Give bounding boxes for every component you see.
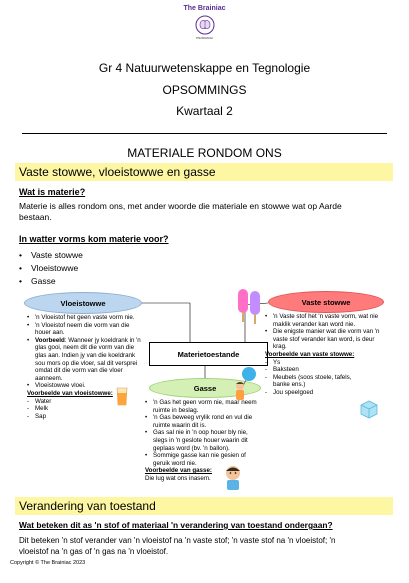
- page-title: Gr 4 Natuurwetenskappe en Tegnologie: [98, 61, 311, 75]
- list-item: • Gas sal nie in 'n oop houer bly nie, slegs in 'n geslote houer waarin dit geplaas word (bv. 'n ballon).: [145, 429, 257, 452]
- popsicle-icon: [234, 287, 266, 327]
- list-item: - Ys: [265, 359, 383, 367]
- examples-title: Voorbeelde van gasse:: [145, 467, 212, 475]
- boy-balloon-icon: [231, 366, 259, 402]
- list-item: • Vloeistowwe vloei.: [27, 382, 145, 390]
- example-label: Voorbeeld: [35, 336, 65, 344]
- list-item: • Vaste stowwe: [19, 249, 83, 262]
- examples-title: Voorbeelde van vloeistowwe:: [27, 389, 113, 397]
- answer-line: Materie is alles rondom ons, met ander woorde die materiale en stowwe wat op Aarde: [19, 201, 342, 211]
- answer-change-of-state: [19, 535, 394, 557]
- liquids-ellipse: Vloeistowwe: [24, 292, 142, 314]
- question-change-of-state: Wat beteken dit as 'n stof of materiaal 'n verandering van toestand ondergaan?: [19, 520, 333, 530]
- solids-details: [265, 313, 383, 397]
- answer-line: Dit beteken 'n stof verander van 'n vloeistof na 'n vaste stof; 'n vaste stof na 'n vloeistof; 'n: [19, 536, 336, 545]
- liquids-example: [27, 337, 145, 383]
- answer-line: vloeistof na 'n gas of 'n gas na 'n vloeistof.: [19, 547, 169, 556]
- liquids-details: [27, 314, 145, 420]
- section-heading-change-of-state: Verandering van toestand: [15, 497, 393, 515]
- question-forms: In watter vorms kom materie voor?: [19, 234, 169, 244]
- list-item: - Sap: [27, 413, 145, 421]
- list-item: - Baksteen: [265, 366, 383, 374]
- solids-ellipse: Vaste stowwe: [268, 291, 384, 313]
- list-item: - Water: [27, 398, 145, 406]
- list-item: • Sommige gasse kan nie gesien of geruik word nie.: [145, 452, 257, 467]
- brand-name: The Brainiac: [183, 5, 226, 12]
- list-item: - Jou speelgoed: [265, 389, 383, 397]
- question-what-is-matter: Wat is materie?: [19, 187, 86, 197]
- example-text: : Wanneer jy koeldrank in 'n glas gooi, neem dit die vorm van die glas aan. Indien jy van die koeldrank sou mors op die vloer, sal dit versprei omdat dit die vorm van die vloer aanneem.: [35, 336, 141, 382]
- examples-title: Voorbeelde van vaste stowwe:: [265, 350, 355, 358]
- list-item: • 'n Vloeistof neem die vorm van die houer aan.: [27, 322, 145, 337]
- list-item: • Gasse: [19, 275, 83, 288]
- list-item: • 'n Gas beweeg vrylik rond en vul die ruimte waarin dit is.: [145, 414, 257, 429]
- list-item: • Die enigste manier wat die vorm van 'n vaste stof verander kan word, is deur krag.: [265, 328, 383, 351]
- center-box: Materietoestande: [149, 342, 268, 366]
- topic-title: MATERIALE RONDOM ONS: [127, 146, 282, 160]
- list-item: • 'n Vloeistof het geen vaste vorm nie.: [27, 314, 145, 322]
- logo-text: THE BRAINIAC: [195, 37, 214, 40]
- answer-line: bestaan.: [19, 212, 52, 222]
- list-item: • 'n Vaste stof het 'n vaste vorm, wat nie maklik verander kan word nie.: [265, 313, 383, 328]
- page-subtitle: OPSOMMINGS: [162, 83, 247, 97]
- list-item: • 'n Gas het geen vorm nie, maar neem ruimte in beslag.: [145, 399, 257, 414]
- gases-ellipse: Gasse: [149, 378, 261, 398]
- copyright-footer: Copyright © The Brainiac 2023: [10, 560, 86, 566]
- gases-details: [145, 399, 257, 483]
- page-term: Kwartaal 2: [176, 104, 233, 118]
- list-item: - Meubels (soos stoele, tafels, banke ens.): [265, 374, 353, 389]
- list-item: - Melk: [27, 405, 145, 413]
- list-item: • Vloeistowwe: [19, 262, 83, 275]
- gas-example: Die lug wat ons inasem.: [145, 474, 211, 482]
- section-heading-states: Vaste stowwe, vloeistowwe en gasse: [15, 163, 393, 181]
- ice-cube-icon: [358, 399, 380, 419]
